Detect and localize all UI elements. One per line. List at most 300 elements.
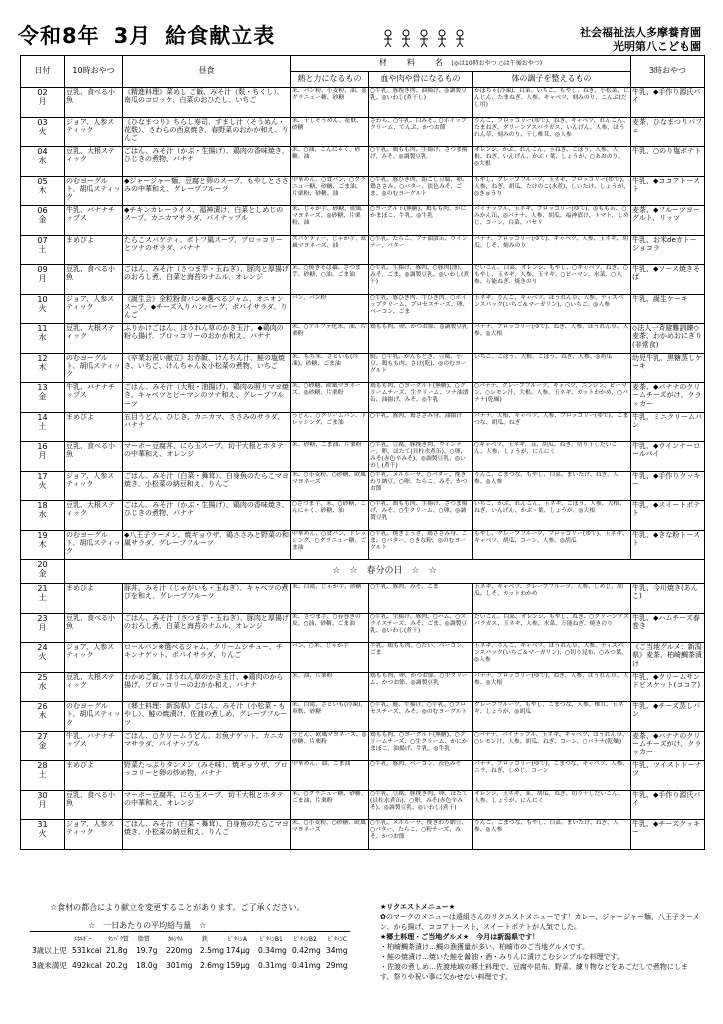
day-cell [21, 294, 65, 324]
day-cell [21, 790, 65, 820]
am-snack-cell: のむヨーグルト、胡瓜スティック [65, 353, 123, 383]
lunch-cell: 《精進料理》菜めし ご飯、みそ汁（麩・ちくし）、南瓜のコロッケ、白菜のおひたし、いちご [123, 88, 291, 118]
day-cell [21, 560, 65, 584]
energy-foods-cell: 米、もち米、さといも(冷凍)、砂糖、ごま油 [291, 353, 369, 383]
energy-foods-cell: 米、白滝、さといも(冷凍)、車麩、砂糖 [291, 702, 369, 732]
weekday: 火 [38, 829, 47, 838]
body-foods-cell: ○牛乳、豚ひき肉、絹ごし豆腐、卵、鶏ささみ、○バター、淡色みそ、ごま、◎のむヨーグルト [369, 176, 473, 206]
change-notice: ☆食材の都合により献立を変更することがあります。ご了承ください。 [50, 903, 305, 912]
pm-snack-cell: 牛乳、ツイストドーナツ [631, 761, 705, 791]
weekday: 水 [38, 333, 47, 342]
condition-foods-cell: もやし、グレープフルーツ、ブロッコリー(ゆで)、玉ネギ、キャベツ、胡瓜、コーン、人参、◎胡瓜 [473, 530, 631, 560]
avg-value: 159μg [226, 961, 250, 970]
pm-snack-cell: 牛乳、◆ソース焼きそば [631, 265, 705, 295]
holiday-row [21, 560, 705, 584]
menu-row [21, 672, 705, 702]
day-number: 16 [37, 442, 48, 451]
avg-header: ｴﾈﾙｷﾞｰ [73, 936, 92, 943]
era-label: 令和8年 [18, 24, 100, 48]
weekday: 火 [38, 480, 47, 490]
menu-row [21, 584, 705, 614]
day-number: 31 [37, 820, 48, 829]
weekday: 月 [38, 97, 47, 106]
condition-foods-cell: オレンジ、かぶ、れんこん、玉ねぎ、ごぼう、人参、大根、ねぎ、いんげん、かぶ・葉、しょうが、○あおのり、◎大根 [473, 147, 631, 177]
condition-foods-cell: バナナ、大根、キャベツ、人参、ブロッコリー(ゆで)、こまつな、胡瓜、ねぎ [473, 412, 631, 442]
am-snack-cell: 牛乳、バナナチップス [65, 206, 123, 236]
day-number: 24 [37, 643, 48, 652]
weekday: 月 [38, 799, 47, 809]
day-cell [21, 613, 65, 643]
body-foods-cell: ○牛乳、豚肉、鶏ささみ身、油揚げ [369, 412, 473, 442]
lunch-cell: ロールパン※選べるジャム、クリームシチュー、チキンナゲット、ポパイサラダ、りんご [123, 643, 291, 673]
day-number: 10 [37, 294, 48, 304]
avg-value: 0.31mg [258, 961, 287, 970]
day-number: 14 [37, 412, 48, 422]
lunch-cell: 《卒業お祝い献立》お赤飯、けんちん汁、鮭の塩焼き、いちご、けんちゃん＆小松菜の煮物、いちご [123, 353, 291, 383]
condition-foods-cell: かぼちゃ(冷凍)、白菜、いちご、もやし、ねぎ、小松菜、にんじん、たまねぎ、人参、キャベツ、刻みのり、こんぶ(だし用) [473, 88, 631, 118]
pm-snack-cell: 幼児牛乳、黒糖蒸しケーキ [631, 353, 705, 383]
day-number: 21 [37, 584, 48, 593]
day-cell [21, 584, 65, 614]
energy-foods-cell: 米、砂糖、ごま油、片栗粉 [291, 442, 369, 472]
lunch-cell: ごはん、みそ汁（さつま芋・玉ねぎ）、豚肉と厚揚げのおろし煮、白菜と海苔のナムル、オレンジ [123, 613, 291, 643]
energy-foods-cell: 中華めん、○食パン、ドレッシング、○グラニュー糖、ごま油 [291, 530, 369, 560]
doc-title: 給食献立表 [165, 24, 276, 48]
menu-row [21, 501, 705, 531]
col-header-pm-snack: 3時おやつ [631, 56, 705, 88]
menu-row [21, 820, 705, 850]
lunch-cell: たらこスパゲティ、ポトフ風スープ、ブロッコリーとツナのサラダ、バナナ [123, 235, 291, 265]
day-number: 09 [37, 265, 48, 274]
pm-snack-cell: 麦茶、ひなまつりパフェ [631, 117, 705, 147]
am-snack-cell: のむヨーグルト、胡瓜スティック [65, 530, 123, 560]
local-title: ★郷土料理・ご当地グルメ★ 今月は新潟県です！ [380, 933, 540, 941]
menu-row [21, 265, 705, 295]
menu-row [21, 176, 705, 206]
avg-row-label: 3歳未満児 [32, 961, 67, 970]
condition-foods-cell: バナナ、ブロッコリー(ゆで)、ねぎ、人参、ほうれん草、人参、◎大根 [473, 324, 631, 354]
am-snack-cell: 豆乳、大根スティック [65, 324, 123, 354]
day-number: 13 [37, 383, 48, 392]
pm-snack-cell: 牛乳、◆チーズ蒸しパン [631, 702, 705, 732]
body-foods-cell: 牛乳、鶏もも肉、○たい、ベーコン、ごま [369, 643, 473, 673]
condition-foods-cell: もやし、グレープフルーツ、玉ネギ、ブロッコリー(ゆで)、人参、ねぎ、胡瓜、たけのこ(水煮)、しいたけ、しょうが、◎きゅうり [473, 176, 631, 206]
lunch-cell: ごはん、みそ汁（白菜・舞茸）、白身魚のたらこマヨ焼き、小松菜の納豆和え、りんご [123, 820, 291, 850]
avg-value: 29mg [326, 961, 348, 970]
local-line-2: ・鮭の焼漬け…焼いた鮭を醤油・酒・みりんに漬けこむシンプルな料理です。 [380, 953, 624, 961]
body-foods-cell: ○牛乳、メルルーサ、挽きわり納豆、○バター、たらこ、○粉チーズ、みそ、かつお節 [369, 820, 473, 850]
body-foods-cell: 鮭、○牛乳、がんもどき、豆腐、小豆、鶏もも肉、さけ(乾)、◎のむヨーグルト [369, 353, 473, 383]
day-cell [21, 761, 65, 791]
avg-divider-top [30, 931, 350, 932]
body-foods-cell: さわら、○牛乳、白みそ、○ホイップクリーム、でんぷ、かつお節 [369, 117, 473, 147]
am-snack-cell: まめびよ [65, 235, 123, 265]
pm-snack-cell: 《ご当地グルメ：新潟県》麦茶、柏崎鯛茶漬け [631, 643, 705, 673]
body-foods-cell: ○牛乳、豚肉、ベーコン、茨色みそ [369, 761, 473, 791]
condition-foods-cell: だいこん、白菜、オレンジ、もやし、○キャベツ、ねぎ、○もやし、玉ネギ、人参、玉ネギ、○ピーマン、水菜、○人参、万能ねぎ、焼きのり [473, 265, 631, 295]
energy-foods-cell: パン、○米、じゃが芋 [291, 643, 369, 673]
col-header-condition: 体の調子を整えるもの [473, 72, 631, 88]
lunch-cell: ◆八王子ラーメン、焼ギョウザ、鶏ささみと野菜の和風サラダ、グレープフルーツ [123, 530, 291, 560]
weekday: 金 [38, 392, 47, 401]
pm-snack-cell: 牛乳、ミニクリームパン [631, 412, 705, 442]
pm-snack-cell: ◇法人一斉避難訓練◇麦茶、わかめおにぎり(非常食) [631, 324, 705, 354]
day-cell [21, 471, 65, 501]
am-snack-cell: まめびよ [65, 584, 123, 614]
energy-foods-cell: スパゲティー、じゃが芋、欧風マヨネーズ、油 [291, 235, 369, 265]
pm-snack-cell: 牛乳、◆きな粉トースト [631, 530, 705, 560]
day-cell [21, 731, 65, 761]
body-foods-cell: ○牛乳、豚挽き肉、油揚げ、◎調製豆乳、◎いわし(煮干し) [369, 88, 473, 118]
pm-snack-cell: 牛乳、◆ウインナーロールパイ [631, 442, 705, 472]
weekday: 土 [38, 244, 47, 254]
energy-foods-cell: 米、○小麦粉、○砂糖、欧風マヨネーズ [291, 471, 369, 501]
request-text: ✿のマークのメニューは遠組さんのリクエストメニューです！カレー、ジャージャー麺、八王子ラーメン、から揚げ、ココアトースト、スイートポテトが人気でした。 [380, 913, 700, 931]
weekday: 月 [38, 451, 47, 460]
avg-value: 0.41mg [292, 961, 321, 970]
energy-foods-cell: 米、○油、こんにゃく、砂糖、油 [291, 147, 369, 177]
col-header-ingredients [291, 56, 631, 72]
condition-foods-cell: バナナ、ブロッコリー(ゆで)、ねぎ、人参、ほうれん草、人参、◎大根 [473, 672, 631, 702]
condition-foods-cell: ○キャベツ、玉ネギ、韮、胡瓜、ねぎ、切り干しだいこん、人参、しょうが、にんにく [473, 442, 631, 472]
body-foods-cell: ○牛乳、焼ぎょうざ、鶏ささみ身、ごま、○バター、○きな粉、◎のむヨーグルト [369, 530, 473, 560]
body-foods-cell: ○牛乳、生揚げ、豚肉、○豚肉(薄)、みそ、ごま、◎調製豆乳、◎いわし(煮干) [369, 265, 473, 295]
avg-value: 19.7g [136, 946, 158, 955]
lunch-cell: ごはん、みそ汁（大根・油揚げ）、鶏肉の照りマヨ焼き、キャベツとピーマンのツナ和え、グレープフルーツ [123, 383, 291, 413]
avg-header: ﾋﾞﾀﾐﾝB1 [259, 936, 283, 943]
menu-title [18, 20, 289, 50]
am-snack-cell: のむヨーグルト、胡瓜スティック [65, 176, 123, 206]
lunch-cell: ごはん、みそ汁（白菜・舞茸）、白身魚のたらこマヨ焼き、小松菜の納豆和え、りんご [123, 471, 291, 501]
pm-snack-cell: 牛乳、◆クリームサンドビスケット(ココア) [631, 672, 705, 702]
children-illustration-icon [380, 28, 470, 48]
body-foods-cell: ○牛乳、豆腐、豚挽き肉、卵、ほたて(貝柱水煮缶)、○卵、みそ(赤色辛みそ)、◎調製豆乳、◎いわし(煮干) [369, 790, 473, 820]
weekday: 木 [38, 362, 47, 372]
avg-value: 220mg [166, 946, 193, 955]
menu-row [21, 790, 705, 820]
col-header-day: 日付 [21, 56, 65, 88]
energy-foods-cell: ○さつま芋、米、○砂糖、こんにゃく、砂糖、油 [291, 501, 369, 531]
day-number: 30 [37, 790, 48, 800]
avg-value: 0.42mg [292, 946, 321, 955]
condition-foods-cell: だいこん、白菜、オレンジ、もやし、ねぎ、○グリーンアスパラガス、玉ネギ、人参、水菜、万能ねぎ、焼きのり [473, 613, 631, 643]
menu-row [21, 88, 705, 118]
menu-table [20, 55, 705, 850]
condition-foods-cell: ○バナナ、グレープフルーツ、キャベツ、ニンジン、ピーマン、○レモン汁、大根、人参、玉ネギ、カットわかめ、○バナナ(乾燥) [473, 383, 631, 413]
body-foods-cell: ○牛乳、たらこ、ツナ油漬缶、ウインナー、バター [369, 235, 473, 265]
am-snack-cell: ジョア、人参スティック [65, 294, 123, 324]
pm-snack-cell: 牛乳、◆ココアトースト [631, 176, 705, 206]
day-number: 28 [37, 761, 48, 770]
avg-value: 18.0g [136, 961, 158, 970]
menu-row [21, 294, 705, 324]
holiday-label: ☆ ☆ 春分の日 ☆ ☆ [65, 560, 705, 584]
day-number: 02 [37, 88, 48, 97]
lunch-cell: マーボー豆腐丼、にら玉スープ、切干大根とホタテの中華和え、オレンジ [123, 442, 291, 472]
day-number: 03 [37, 117, 48, 127]
menu-row [21, 117, 705, 147]
pm-snack-cell: 牛乳、◆チーズクッキー [631, 820, 705, 850]
lunch-cell: 《誕生会》全粒粉食パン※選べるジャム、オニオンスープ、◆チーズ入りハンバーグ、ポパイサラダ、りんご [123, 294, 291, 324]
avg-value: 20.2g [106, 961, 128, 970]
day-number: 07 [37, 235, 48, 245]
local-line-3: ・佐渡の煮しめ…佐渡地域の郷土料理で、豆腐や昆布、野菜、練り物などをあごだしで煮物にします。祭りや祝い事に欠かせない料理です。 [380, 963, 688, 981]
avg-value: 492kcal [72, 961, 102, 970]
day-cell [21, 235, 65, 265]
condition-foods-cell: りんご、こまつな、もやし、白菜、まいたけ、ねぎ、人参、◎人参 [473, 820, 631, 850]
condition-foods-cell: ○バナナ、パイナップル、玉ネギ、キャベツ、ほうれん草、○レモン汁、人参、胡瓜、ねぎ、コーン、○バナナ(乾燥) [473, 731, 631, 761]
body-foods-cell: 鶏もも肉、卵、かつお節、○生クリーム、かつお節、◎調製豆乳 [369, 672, 473, 702]
condition-foods-cell: オレンジ、玉ネギ、韮、胡瓜、ねぎ、切り干しだいこん、人参、しょうが、にんにく [473, 790, 631, 820]
energy-foods-cell: うどん、○クリームパン、ドレッシング、ごま油 [291, 412, 369, 442]
organization-name [580, 26, 701, 54]
day-cell [21, 117, 65, 147]
pm-snack-cell: 牛乳、◆ハムチーズ春巻き [631, 613, 705, 643]
energy-foods-cell: 米、○焼きそば麺、さつま芋、砂糖、○油、ごま油 [291, 265, 369, 295]
col-header-am-snack: 10時おやつ [65, 56, 123, 88]
day-cell [21, 206, 65, 236]
pm-snack-cell: 麦茶、◆フルーツヨーグルト、リッツ [631, 206, 705, 236]
col-header-lunch: 昼食 [123, 56, 291, 88]
lunch-cell: 《ひなまつり》ちらし寿司、すまし汁（そうめん・花麩）、さわらの西京焼き、春野菜のおかか和え、りんご [123, 117, 291, 147]
energy-foods-cell: パン、パン粉 [291, 294, 369, 324]
avg-title: ☆ 一日あたりの平均給与量 ☆ [88, 921, 207, 930]
day-number: 26 [37, 702, 48, 711]
menu-row [21, 530, 705, 560]
pm-snack-cell: 牛乳、誕生ケーキ [631, 294, 705, 324]
energy-foods-cell: 米、干しそうめん、花麩、砂糖 [291, 117, 369, 147]
energy-foods-cell: 中華めん、油、ごま油 [291, 761, 369, 791]
pm-snack-cell: 牛乳、◆手作り源氏パイ [631, 88, 705, 118]
pm-snack-cell: 麦茶、◆バナナのクリームチーズがけ、クラッカー [631, 383, 705, 413]
day-cell [21, 501, 65, 531]
day-cell [21, 353, 65, 383]
menu-row [21, 235, 705, 265]
day-cell [21, 147, 65, 177]
am-snack-cell: 豆乳、食べる小魚 [65, 613, 123, 643]
energy-foods-cell: うどん、欧風マヨネーズ、◎砂糖、片栗粉 [291, 731, 369, 761]
condition-foods-cell: いちご、ごぼう、大根、ごぼう、ねぎ、人参、◎胡瓜 [473, 353, 631, 383]
am-snack-cell: ジョア、人参スティック [65, 471, 123, 501]
lunch-cell: ごはん、みそ汁（さつま芋・玉ねぎ）、豚肉と厚揚げのおろし煮、白菜と海苔のナムル、オレンジ [123, 265, 291, 295]
day-number: 18 [37, 501, 48, 510]
lunch-cell: 五目うどん、ひじき、カニカマ、ささみのサラダ、バナナ [123, 412, 291, 442]
condition-foods-cell: 玉ネギ、りんご、キャベツ、ほうれん草、人参、ディズベンスパック(いちご＆マーガリン)、○いちご、◎人参 [473, 294, 631, 324]
lunch-cell: ごはん、みそ汁（かぶ・生揚げ）、鶏肉の香味焼き、ひじきの煮物、バナナ [123, 147, 291, 177]
ingredients-note: (◎は10時おやつ ○は午後おやつ) [451, 59, 543, 67]
day-cell [21, 88, 65, 118]
day-cell [21, 672, 65, 702]
day-number: 12 [37, 353, 48, 363]
energy-foods-cell: 米、白滝、じゃが芋、砂糖 [291, 584, 369, 614]
am-snack-cell: ジョア、人参スティック [65, 643, 123, 673]
weekday: 土 [38, 770, 47, 779]
am-snack-cell: 豆乳、食べる小魚 [65, 442, 123, 472]
avg-value: 21.8g [106, 946, 128, 955]
lunch-cell: ごはん、○クリームうどん、お魚ナゲット、カニカマサラダ、パイナップル [123, 731, 291, 761]
body-foods-cell: ○牛乳、鮭、生揚げ、○牛乳、○プロセスチーズ、みそ、◎のむヨーグルト [369, 702, 473, 732]
lunch-cell: ◆ジャージャー麺、豆腐と卵のスープ、もやしとささみの中華和え、グレープフルーツ [123, 176, 291, 206]
day-number: 20 [37, 560, 48, 569]
menu-row [21, 147, 705, 177]
condition-foods-cell: 玉ネギ、キャベツ、グレープフルーツ、人参、しめじ、胡瓜、しそ、カットわかめ [473, 584, 631, 614]
day-cell [21, 383, 65, 413]
weekday: 水 [38, 510, 47, 519]
avg-header: 脂質 [137, 936, 150, 943]
am-snack-cell: まめびよ [65, 412, 123, 442]
weekday: 金 [38, 569, 47, 578]
avg-header: ｶﾙｼｳﾑ [167, 936, 183, 943]
lunch-cell: ごはん、みそ汁（かぶ・生揚げ）、鶏肉の香味焼き、ひじきの煮物、バナナ [123, 501, 291, 531]
lunch-cell: ふりかけごはん、ほうれん草のかき玉汁、◆鶏肉の粉ら揚げ、ブロッコリーのおかか和え、バナナ [123, 324, 291, 354]
body-foods-cell: ○牛乳、豚ひき肉、牛ひき肉、○ホイップクリーム、プロセスチーズ、卵、ベーコン、ごま [369, 294, 473, 324]
menu-row [21, 731, 705, 761]
day-number: 25 [37, 672, 48, 682]
condition-foods-cell: バナナ、ブロッコリー(ゆで)、こまつな、キャベツ、人参、ニラ、ねぎ、しめじ、コーン [473, 761, 631, 791]
energy-foods-cell: 米、さつま芋、○春巻きの皮、○油、砂糖、ごま油 [291, 613, 369, 643]
condition-foods-cell: いちご、かぶ、れんこん、玉ネギ、ごぼう、人参、大根、ねぎ、いんげん、かぶ・葉、しょうが、◎大根 [473, 501, 631, 531]
weekday: 金 [38, 740, 47, 750]
day-number: 04 [37, 147, 48, 156]
condition-foods-cell: りんご、こまつな、もやし、白菜、まいたけ、ねぎ、人参、◎人参 [473, 471, 631, 501]
energy-foods-cell: 米、○砂糖、欧風マヨネーズ、◎砂糖、片栗粉 [291, 383, 369, 413]
body-foods-cell: 鶏もも肉、卵、かつお節、◎調製豆乳 [369, 324, 473, 354]
condition-foods-cell: 玉ネギ、りんご、キャベツ、ほうれん草、人参、ディズベンスパック(いちご＆マーガリン)、○切り昆布、○みつ葉、◎人参 [473, 643, 631, 673]
menu-row [21, 442, 705, 472]
condition-foods-cell: りんご、ブロッコリー(ゆで)、ねぎ、キャベツ、れんこん、たまねぎ、グリーンアスパラガス、いんげん、人参、ほうれん草、刻みのり、干し椎茸、◎人参 [473, 117, 631, 147]
avg-value: 2.5mg [200, 946, 224, 955]
weekday: 木 [38, 711, 47, 720]
pm-snack-cell: 牛乳、○のり塩ポテト [631, 147, 705, 177]
weekday: 月 [38, 622, 47, 632]
lunch-cell: マーボー豆腐丼、にら玉スープ、切干大根とホタテの中華和え、オレンジ [123, 790, 291, 820]
am-snack-cell: 豆乳、食べる小魚 [65, 265, 123, 295]
day-cell [21, 643, 65, 673]
avg-row-under3 [32, 960, 352, 971]
weekday: 木 [38, 185, 47, 195]
am-snack-cell: 豆乳、食べる小魚 [65, 790, 123, 820]
avg-headers [74, 936, 354, 943]
day-cell [21, 176, 65, 206]
avg-header-row [32, 934, 354, 943]
menu-row [21, 324, 705, 354]
avg-header: ﾋﾞﾀﾐﾝA [227, 936, 248, 943]
am-snack-cell: ジョア、人参スティック [65, 820, 123, 850]
day-cell [21, 702, 65, 732]
condition-foods-cell: パイナップル、玉ネギ、ブロッコリー(ゆで)、◎もも缶、○みかん缶、◎バナナ、人参、胡瓜、福神漬け、トマト、しめじ、コーン、白菜、パセリ [473, 206, 631, 236]
day-number: 05 [37, 176, 48, 186]
body-foods-cell: 鶏もも肉、○ヨーグルト(無糖)、○クリームチーズ、○生クリーム、かにかまぼこ、油揚げ、牛乳、◎牛乳 [369, 731, 473, 761]
menu-row [21, 206, 705, 236]
body-foods-cell: ○ヨーグルト(無糖)、鶏もも肉、かにかまぼこ、牛乳、◎牛乳 [369, 206, 473, 236]
pm-snack-cell: 牛乳、今川焼き(あんこ) [631, 584, 705, 614]
am-snack-cell: 牛乳、バナナチップス [65, 731, 123, 761]
am-snack-cell: 豆乳、大根スティック [65, 147, 123, 177]
day-number: 27 [37, 731, 48, 741]
am-snack-cell: のむヨーグルト、胡瓜スティック [65, 702, 123, 732]
lunch-cell: わかめご飯、ほうれん草のかき玉汁、◆鶏肉のから揚げ、ブロッコリーのおかか和え、バナナ [123, 672, 291, 702]
lunch-cell: 豚丼、みそ汁（じゃがいも・玉ねぎ）、キャベツの煮びを和え、グレープフルーツ [123, 584, 291, 614]
avg-header: ﾀﾝﾊﾟｸ質 [107, 936, 129, 943]
avg-header: ﾋﾞﾀﾐﾝB2 [293, 936, 317, 943]
day-number: 19 [37, 530, 48, 540]
am-snack-cell: 豆乳、食べる小魚 [65, 88, 123, 118]
weekday: 水 [38, 681, 47, 691]
menu-row [21, 353, 705, 383]
menu-body [21, 88, 705, 850]
weekday: 土 [38, 593, 47, 602]
local-line-1: ・柏崎鯛茶漬け…鯛の漁獲量が多い、柏崎市のご当地グルメです。 [380, 943, 590, 951]
avg-header: ﾋﾞﾀﾐﾝC [327, 936, 348, 943]
footer [20, 900, 704, 1018]
energy-foods-cell: 米、パン粉、小麦粉、油、◎グラニュー糖、砂糖 [291, 88, 369, 118]
body-foods-cell: ○牛乳、鶏もも肉、生揚げ、さつま揚げ、みそ、○生クリーム、○卵、◎調製豆乳 [369, 501, 473, 531]
am-snack-cell: ジョア、人参スティック [65, 117, 123, 147]
day-cell [21, 412, 65, 442]
day-cell [21, 530, 65, 560]
body-foods-cell: ○牛乳、鶏もも肉、生揚げ、さつま揚げ、みそ、◎調製豆乳 [369, 147, 473, 177]
condition-foods-cell: グレープフルーツ、もやし、こまつな、人参、椎茸、玉ネギ、しょうが、◎胡瓜 [473, 702, 631, 732]
body-foods-cell: ○牛乳、豚肉、みそ、ごま [369, 584, 473, 614]
day-number: 23 [37, 613, 48, 623]
avg-value: 34mg [326, 946, 348, 955]
lunch-cell: ◆チキンカレーライス、福神漬け、白菜としめじのスープ、カニカマサラダ、パイナップル [123, 206, 291, 236]
col-header-body: 血や肉や骨になるもの [369, 72, 473, 88]
menu-row [21, 702, 705, 732]
energy-foods-cell: 米、○小麦粉、○砂糖、欧風マヨネーズ [291, 820, 369, 850]
condition-foods-cell: バナナ、ブロッコリー(ゆで)、キャベツ、人参、玉ネギ、胡瓜、しそ、刻みのり [473, 235, 631, 265]
menu-row [21, 643, 705, 673]
pm-snack-cell: 牛乳、◆手作り源氏パイ [631, 790, 705, 820]
body-foods-cell: ○牛乳、生揚げ、豚肉、○ハム、○スライスチーズ、みそ、ごま、◎調製豆乳、◎いわし(煮干) [369, 613, 473, 643]
menu-row [21, 383, 705, 413]
day-number: 17 [37, 471, 48, 481]
pm-snack-cell: 麦茶、◆バナナのクリームチーズがけ、クラッカー [631, 731, 705, 761]
weekday: 金 [38, 215, 47, 224]
lunch-cell: 野菜たっぷりタンメン（みそ味）、焼ギョウザ、ブロッコリーと卵の炒め物、バナナ [123, 761, 291, 791]
energy-foods-cell: 中華めん、○食パン、○グラニュー糖、砂糖、ごま油、片栗粉、砂糖、油 [291, 176, 369, 206]
request-title: ★リクエストメニュー★ [380, 903, 456, 911]
avg-value: 0.34mg [258, 946, 287, 955]
menu-row [21, 412, 705, 442]
weekday: 火 [38, 303, 47, 313]
am-snack-cell: 豆乳、大根スティック [65, 501, 123, 531]
weekday: 火 [38, 652, 47, 661]
body-foods-cell: ○牛乳、豆腐、豚挽き肉、ウインナー、卵、ほたて(貝柱水煮缶)、○卵、みそ(赤色辛みそ)、◎調製豆乳、◎いわし(煮干) [369, 442, 473, 472]
body-foods-cell: ○牛乳、メルルーサ、○バター、挽きわり納豆、○卵、たらこ、みそ、かつお節 [369, 471, 473, 501]
ingredients-label: 材 料 名 [378, 57, 449, 67]
day-cell [21, 324, 65, 354]
am-snack-cell: 豆乳、大根スティック [65, 672, 123, 702]
energy-foods-cell: 米、○グラニュー糖、砂糖、ごま油、片栗粉 [291, 790, 369, 820]
pm-snack-cell: 牛乳、◆手作りクッキー [631, 471, 705, 501]
pm-snack-cell: 牛乳、◆スイートポテト [631, 501, 705, 531]
energy-foods-cell: 米、油、片栗粉 [291, 672, 369, 702]
weekday: 火 [38, 126, 47, 136]
org-line-1: 社会福祉法人多摩養育園 [580, 26, 701, 39]
lunch-cell: 《郷土料理：新潟県》ごはん、みそ汁（小松菜・もやし）、鮭の焼漬け、佐渡の煮しめ、グレープフルーツ [123, 702, 291, 732]
avg-row-over3 [32, 945, 352, 956]
energy-foods-cell: 米、○アルファ化米、油、片栗粉 [291, 324, 369, 354]
weekday: 木 [38, 539, 47, 549]
body-foods-cell: 鶏もも肉、○ヨーグルト(無糖)、○クリームチーズ、生クリーム、ツナ油漬缶、油揚げ、みそ、◎牛乳 [369, 383, 473, 413]
avg-row-label: 3歳以上児 [32, 946, 67, 955]
weekday: 土 [38, 421, 47, 431]
energy-foods-cell: 米、じゃが芋、砂糖、欧風マヨネーズ、◎砂糖、片栗粉、油 [291, 206, 369, 236]
weekday: 水 [38, 156, 47, 165]
menu-row [21, 761, 705, 791]
day-number: 06 [37, 206, 48, 215]
